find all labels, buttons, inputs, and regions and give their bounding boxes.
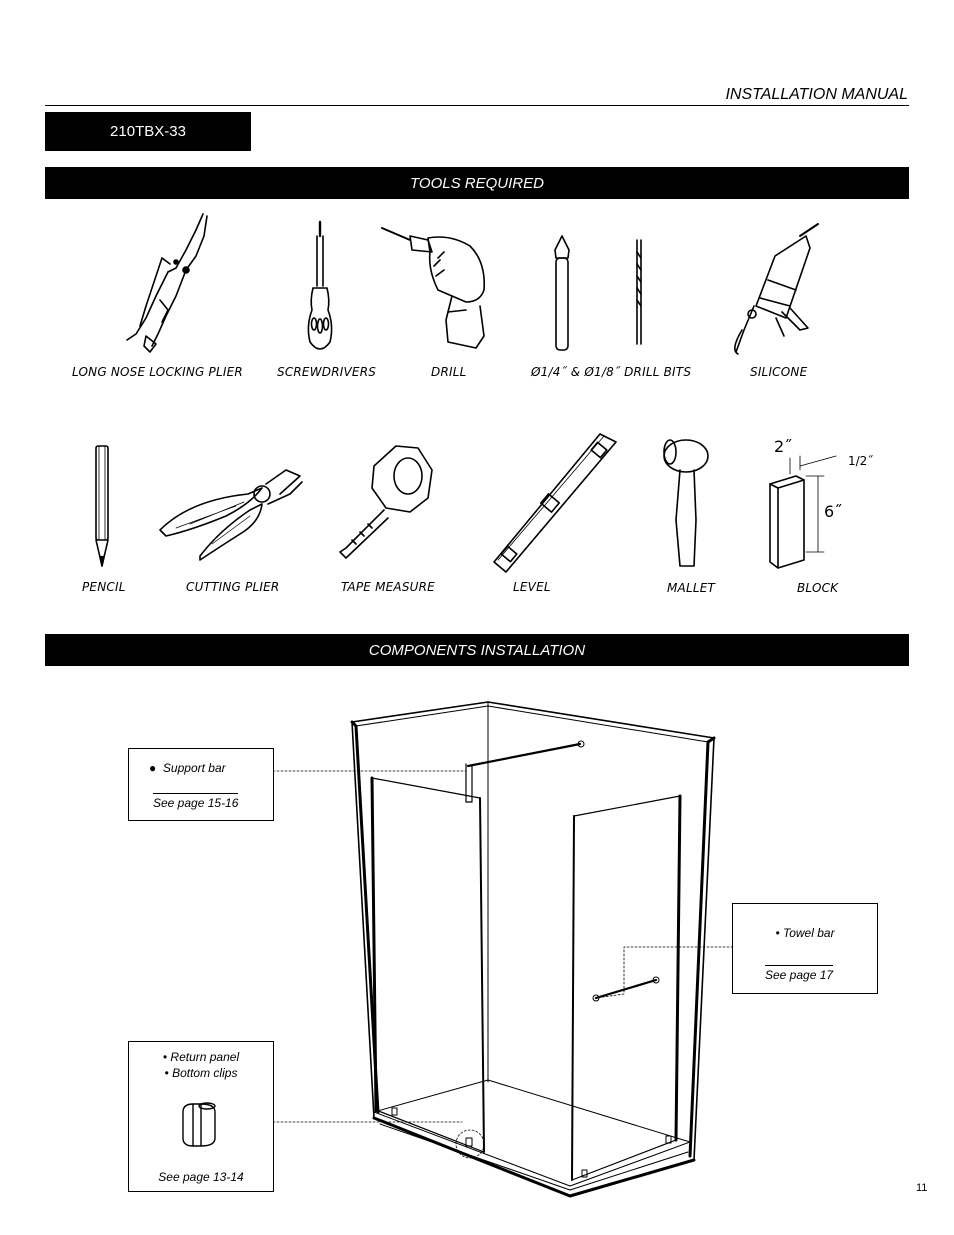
- return-panel-label: • Return panel: [162, 1050, 240, 1064]
- callout-support-bar: [128, 748, 274, 821]
- callout-towel-bar: [732, 903, 878, 994]
- callout-support-bar-item: [149, 761, 226, 775]
- bottom-clip-icon: [129, 1042, 273, 1191]
- see-page-support-bar: See page 15-16: [153, 793, 238, 810]
- bullet-icon: ●: [149, 761, 157, 775]
- model-number-badge: 210TBX-33: [45, 112, 251, 151]
- tool-label-tape-measure: TAPE MEASURE: [341, 580, 435, 594]
- support-bar-label: Support bar: [162, 761, 226, 775]
- see-page-return-panel: See page 13-14: [158, 1170, 244, 1184]
- tool-label-screwdrivers: SCREWDRIVERS: [277, 365, 377, 379]
- manual-title: INSTALLATION MANUAL: [725, 86, 908, 103]
- tool-label-locking-plier: LONG NOSE LOCKING PLIER: [72, 365, 243, 379]
- tool-label-drill-bits: Ø1/4˝ & Ø1/8˝ DRILL BITS: [531, 365, 692, 379]
- tool-label-pencil: PENCIL: [82, 580, 126, 594]
- tool-label-drill: DRILL: [431, 365, 467, 379]
- see-page-towel-bar: See page 17: [765, 965, 833, 982]
- callout-return-panel: [128, 1041, 274, 1192]
- components-section-header: COMPONENTS INSTALLATION: [45, 634, 909, 666]
- tool-label-cutting-plier: CUTTING PLIER: [186, 580, 280, 594]
- block-height-dimension: 6˝: [824, 502, 843, 521]
- towel-bar-label: • Towel bar: [775, 926, 835, 940]
- bottom-clips-label: • Bottom clips: [164, 1066, 238, 1080]
- block-depth-dimension: 1/2˝: [848, 454, 874, 468]
- block-width-dimension: 2˝: [774, 437, 793, 456]
- tool-label-mallet: MALLET: [667, 581, 716, 595]
- tools-section-header: TOOLS REQUIRED: [45, 167, 909, 199]
- tool-label-block: BLOCK: [797, 581, 839, 595]
- tool-label-silicone: SILICONE: [750, 365, 808, 379]
- tool-label-level: LEVEL: [513, 580, 551, 594]
- page-number: 11: [916, 1182, 928, 1194]
